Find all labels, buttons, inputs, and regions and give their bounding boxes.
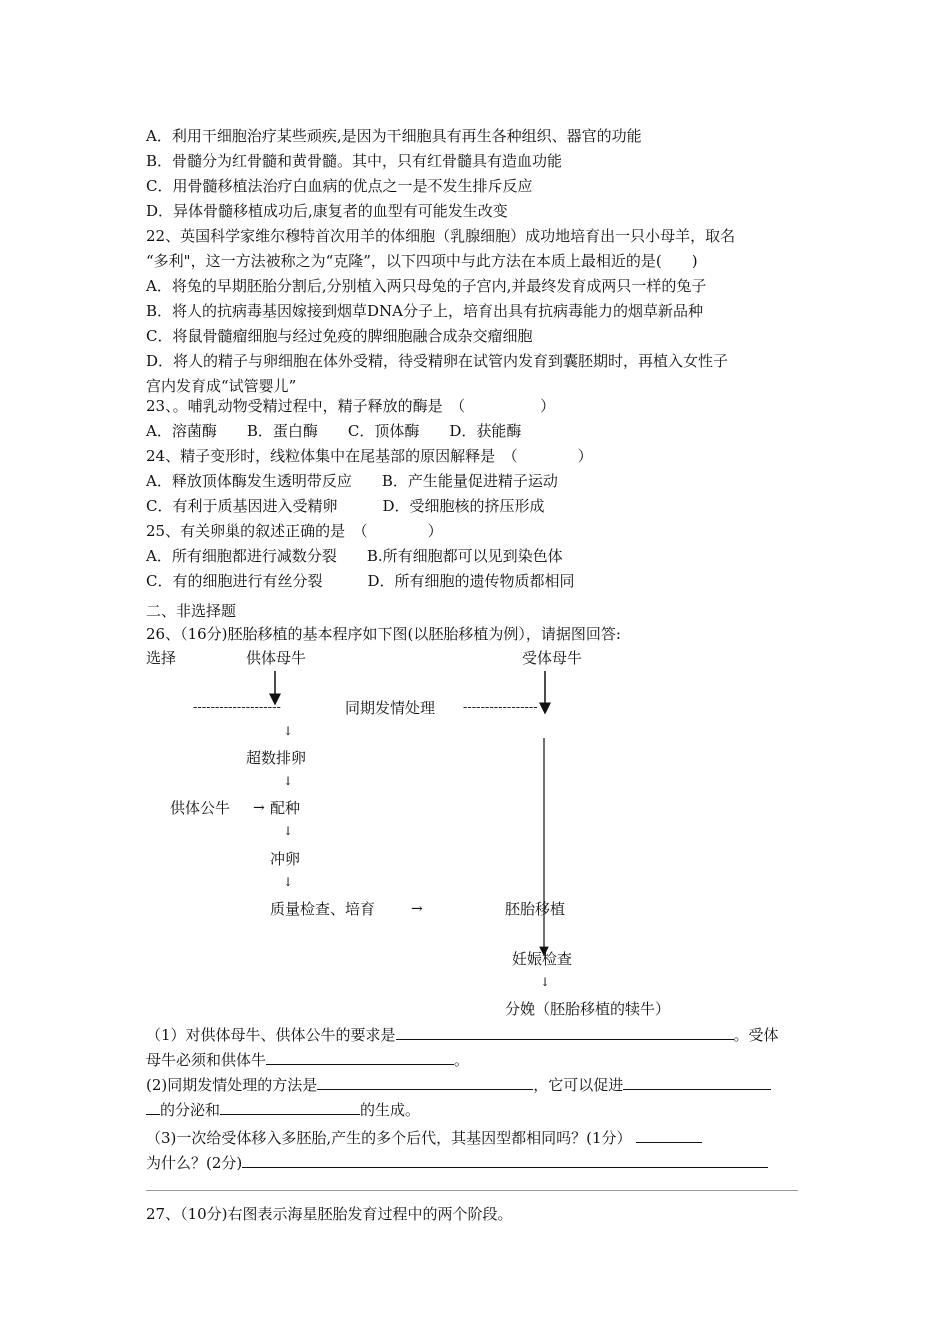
question-26: 26、（16分)胚胎移植的基本程序如下图(以胚胎移植为例），请据图回答: (146, 625, 621, 643)
answer-line (146, 1190, 798, 1191)
q2-prompt-2: 的分泌和 (160, 1101, 221, 1119)
option-b-bone-marrow: B．骨髓分为红骨髓和黄骨髓。其中，只有红骨髓具有造血功能 (146, 152, 563, 170)
question-23-options: A．溶菌酶 B．蛋白酶 C．顶体酶 D．获能酶 (146, 422, 522, 440)
down-arrow-icon: ↓ (283, 875, 294, 889)
q3-prompt: （3)一次给受体移入多胚胎,产生的多个后代，其基因型都相同吗？(1分） (146, 1129, 632, 1147)
section-heading-non-choice: 二、非选择题 (146, 602, 237, 620)
answer-blank[interactable] (220, 1100, 360, 1115)
down-arrow-icon: ↓ (283, 824, 294, 838)
down-arrow-icon: ↓ (540, 975, 551, 989)
question-26-part3-why (146, 1153, 768, 1173)
question-22-line2: “多利"，这一方法被称之为“克隆”，以下四项中与此方法在本质上最相近的是( ) (146, 252, 698, 270)
flow-pregnancy-check: 妊娠检查 (512, 950, 573, 968)
q3-why-prompt: 为什么？(2分) (146, 1154, 243, 1172)
question-26-part1-cont (146, 1050, 469, 1070)
option-d-blood-type: D．异体骨髓移植成功后,康复者的血型有可能发生改变 (146, 202, 508, 220)
sync-dashed-right: ----------------- (463, 700, 538, 715)
q2-prompt-cont: ，它可以促进 (533, 1076, 624, 1094)
answer-blank[interactable] (266, 1050, 454, 1065)
question-22-option-d-cont: 宫内发育成“试管婴儿” (146, 377, 297, 395)
question-26-part1 (146, 1025, 779, 1045)
answer-blank[interactable] (146, 1100, 160, 1115)
flow-donor-bull: 供体公牛 (170, 799, 231, 817)
question-26-part2 (146, 1075, 771, 1095)
flow-flush-eggs: 冲卵 (270, 850, 301, 868)
flow-donor-cow: 供体母牛 (246, 649, 307, 667)
flow-quality-check: 质量检查、培育 (270, 900, 376, 918)
answer-blank[interactable] (636, 1128, 702, 1143)
question-22-option-d: D．将人的精子与卵细胞在体外受精，待受精卵在试管内发育到囊胚期时，再植入女性子 (146, 352, 729, 370)
q1-prompt-cont: 。受体 (733, 1026, 779, 1044)
right-arrow-icon: → (253, 800, 265, 816)
question-22-option-b: B．将人的抗病毒基因嫁接到烟草DNA分子上，培育出具有抗病毒能力的烟草新品种 (146, 302, 704, 320)
question-27: 27、（10分)右图表示海星胚胎发育过程中的两个阶段。 (146, 1205, 513, 1223)
q2-prompt: (2)同期发情处理的方法是 (146, 1076, 318, 1094)
q1-prompt-2: 母牛必须和供体牛 (146, 1051, 267, 1069)
question-24-options-ab: A．释放顶体酶发生透明带反应 B．产生能量促进精子运动 (146, 472, 558, 490)
q2-prompt-3: 的生成。 (360, 1101, 421, 1119)
question-22-line1: 22、英国科学家维尔穆特首次用羊的体细胞（乳腺细胞）成功地培育出一只小母羊，取名 (146, 227, 736, 245)
option-a-stem-cell: A．利用干细胞治疗某些顽疾,是因为干细胞具有再生各种组织、器官的功能 (146, 127, 642, 145)
flow-select-label: 选择 (146, 649, 177, 667)
down-arrow-icon: ↓ (283, 724, 294, 738)
right-arrow-icon: → (411, 901, 423, 917)
flow-sync-treatment: 同期发情处理 (345, 699, 436, 717)
flow-embryo-transfer: 胚胎移植 (505, 900, 566, 918)
q1-period: 。 (454, 1051, 470, 1069)
question-25: 25、有关卵巢的叙述正确的是 （ ） (146, 522, 443, 540)
question-22-option-a: A．将兔的早期胚胎分割后,分别植入两只母兔的子宫内,并最终发育成两只一样的兔子 (146, 277, 707, 295)
question-22-option-c: C．将鼠骨髓瘤细胞与经过免疫的脾细胞融合成杂交瘤细胞 (146, 327, 533, 345)
down-arrow-icon: ↓ (283, 774, 294, 788)
flow-superovulation: 超数排卵 (246, 749, 307, 767)
answer-blank[interactable] (623, 1075, 771, 1090)
question-25-options-ab: A．所有细胞都进行减数分裂 B.所有细胞都可以见到染色体 (146, 547, 563, 565)
question-25-options-cd: C．有的细胞进行有丝分裂 D．所有细胞的遗传物质都相同 (146, 572, 575, 590)
question-23: 23、。哺乳动物受精过程中，精子释放的酶是 （ ） (146, 397, 556, 415)
question-24-options-cd: C．有利于质基因进入受精卵 D．受细胞核的挤压形成 (146, 497, 545, 515)
question-26-part3 (146, 1128, 702, 1148)
flow-recipient-cow: 受体母牛 (522, 649, 583, 667)
q1-prompt: （1）对供体母牛、供体公牛的要求是 (146, 1026, 396, 1044)
answer-blank[interactable] (396, 1025, 734, 1040)
question-24: 24、精子变形时，线粒体集中在尾基部的原因解释是 （ ） (146, 447, 593, 465)
flow-calving: 分娩（胚胎移植的犊牛） (505, 1000, 671, 1018)
answer-blank[interactable] (242, 1153, 768, 1168)
option-c-transplant: C．用骨髓移植法治疗白血病的优点之一是不发生排斥反应 (146, 177, 533, 195)
answer-blank[interactable] (317, 1075, 533, 1090)
question-26-part2-cont (146, 1100, 420, 1120)
sync-dashed-left: -------------------- (193, 700, 281, 715)
flow-mating: 配种 (270, 799, 301, 817)
